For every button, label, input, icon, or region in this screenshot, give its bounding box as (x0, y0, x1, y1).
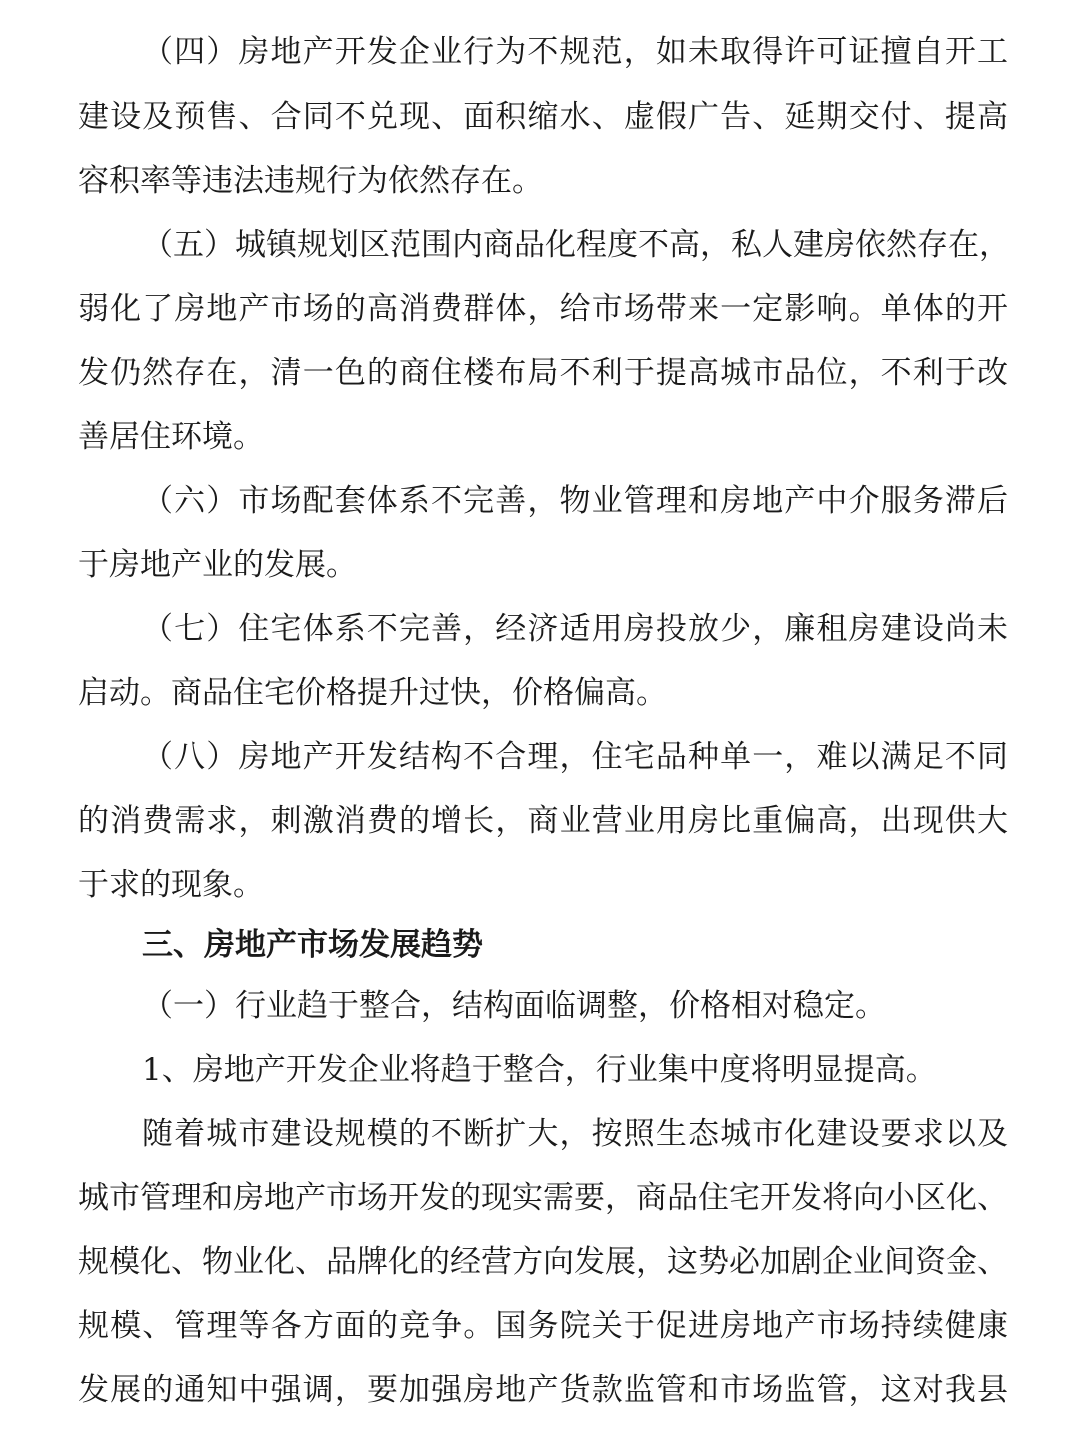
paragraph-5-line-4: 善居住环境。 (78, 419, 264, 455)
paragraph-4-line-1: （四）房地产开发企业行为不规范，如未取得许可证擅自开工 (142, 34, 1008, 70)
item-heading: 1、房地产开发企业将趋于整合，行业集中度将明显提高。 (142, 1052, 937, 1088)
paragraph-7-line-2: 启动。商品住宅价格提升过快，价格偏高。 (78, 675, 667, 711)
paragraph-4-line-3: 容积率等违法违规行为依然存在。 (78, 163, 543, 199)
paragraph-7-line-1: （七）住宅体系不完善，经济适用房投放少，廉租房建设尚未 (142, 611, 1008, 647)
section-heading: 三、房地产市场发展趋势 (142, 927, 483, 963)
paragraph-8-line-1: （八）房地产开发结构不合理，住宅品种单一，难以满足不同 (142, 739, 1008, 775)
paragraph-4-line-2: 建设及预售、合同不兑现、面积缩水、虚假广告、延期交付、提高 (78, 99, 1008, 135)
paragraph-5-line-2: 弱化了房地产市场的高消费群体，给市场带来一定影响。单体的开 (78, 291, 1008, 327)
subsection-heading: （一）行业趋于整合，结构面临调整，价格相对稳定。 (142, 988, 886, 1024)
body-paragraph-line-4: 规模、管理等各方面的竞争。国务院关于促进房地产市场持续健康 (78, 1308, 1008, 1344)
paragraph-5-line-1: （五）城镇规划区范围内商品化程度不高，私人建房依然存在， (142, 227, 1010, 263)
body-paragraph-line-2: 城市管理和房地产市场开发的现实需要，商品住宅开发将向小区化、 (78, 1180, 1008, 1216)
paragraph-5-line-3: 发仍然存在，清一色的商住楼布局不利于提高城市品位，不利于改 (78, 355, 1008, 391)
body-paragraph-line-5: 发展的通知中强调，要加强房地产货款监管和市场监管，这对我县 (78, 1372, 1008, 1408)
paragraph-8-line-2: 的消费需求，刺激消费的增长，商业营业用房比重偏高，出现供大 (78, 803, 1008, 839)
paragraph-6-line-2: 于房地产业的发展。 (78, 547, 357, 583)
paragraph-8-line-3: 于求的现象。 (78, 867, 264, 903)
paragraph-6-line-1: （六）市场配套体系不完善，物业管理和房地产中介服务滞后 (142, 483, 1008, 519)
body-paragraph-line-1: 随着城市建设规模的不断扩大，按照生态城市化建设要求以及 (142, 1116, 1008, 1152)
body-paragraph-line-3: 规模化、物业化、品牌化的经营方向发展，这势必加剧企业间资金、 (78, 1244, 1008, 1280)
